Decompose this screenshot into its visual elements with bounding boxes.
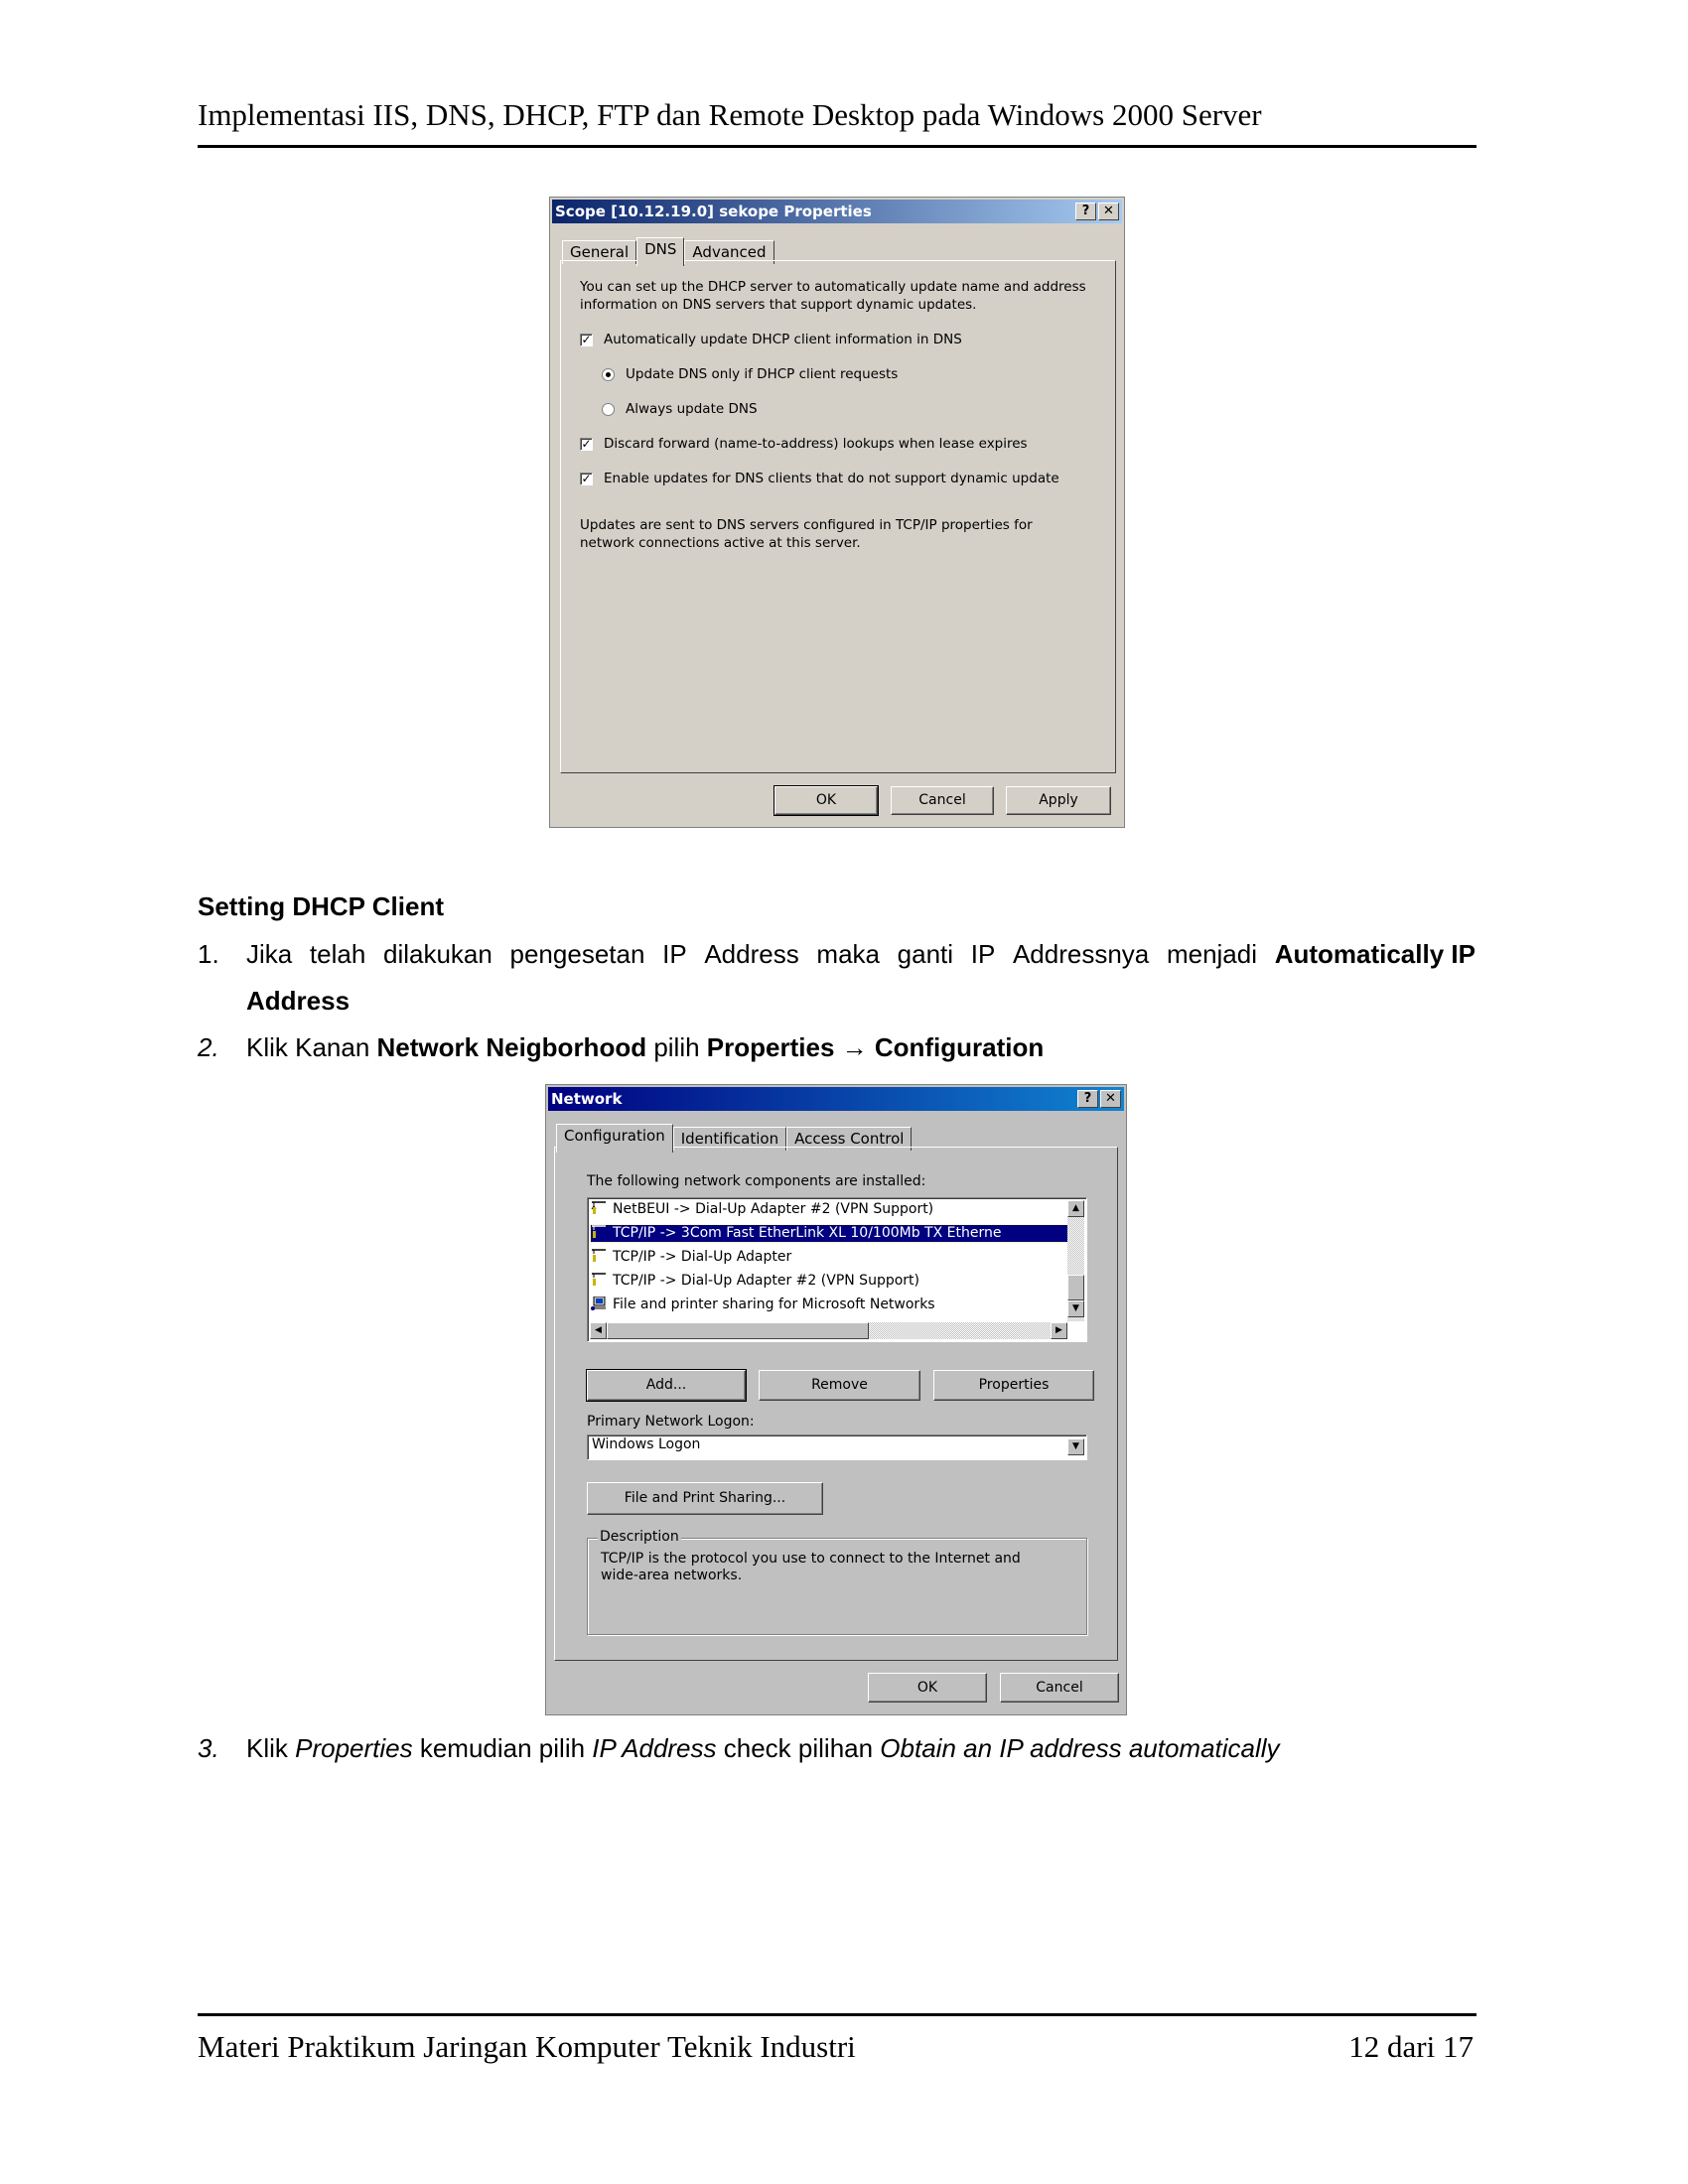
- network-protocol-icon: [591, 1249, 607, 1263]
- step-2-number: 2.: [198, 1032, 219, 1062]
- text: Klik: [246, 1733, 296, 1763]
- tab-identification[interactable]: Identification: [673, 1127, 786, 1151]
- step-1-line-1: [246, 939, 1476, 970]
- description-line-1: TCP/IP is the protocol you use to connect to the Internet and: [601, 1551, 1021, 1567]
- word: Jika: [246, 939, 293, 969]
- network-dialog-titlebar[interactable]: [548, 1087, 1124, 1111]
- network-protocol-icon: [591, 1273, 607, 1287]
- scroll-thumb[interactable]: [1067, 1275, 1084, 1300]
- text: Klik Kanan: [246, 1032, 377, 1062]
- list-item-label: TCP/IP -> Dial-Up Adapter: [613, 1249, 792, 1265]
- tab-access-control[interactable]: Access Control: [786, 1127, 912, 1151]
- properties-button[interactable]: Properties: [933, 1370, 1094, 1401]
- step-1-number: 1.: [198, 939, 219, 969]
- list-item[interactable]: [591, 1201, 933, 1218]
- italic-phrase: Properties: [295, 1733, 413, 1763]
- chevron-down-icon[interactable]: ▼: [1067, 1438, 1084, 1455]
- primary-logon-select[interactable]: [587, 1434, 1087, 1460]
- word: telah: [309, 939, 366, 969]
- list-item-label: TCP/IP -> Dial-Up Adapter #2 (VPN Support): [613, 1273, 919, 1289]
- add-button[interactable]: Add...: [587, 1370, 746, 1401]
- word: menjadi: [1166, 939, 1258, 969]
- close-icon[interactable]: ✕: [1100, 1090, 1121, 1108]
- scroll-left-icon[interactable]: ◀: [590, 1322, 607, 1339]
- header-rule: [198, 145, 1477, 148]
- word: Addressnya: [1012, 939, 1150, 969]
- help-icon[interactable]: ?: [1077, 1090, 1098, 1108]
- bold-phrase: Address: [246, 986, 351, 1016]
- network-dialog: [545, 1084, 1127, 1715]
- intro-line-1: You can set up the DHCP server to automatically update name and address: [580, 279, 1086, 295]
- page-header-title: Implementasi IIS, DNS, DHCP, FTP dan Remote Desktop pada Windows 2000 Server: [198, 97, 1262, 132]
- scroll-down-icon[interactable]: ▼: [1067, 1300, 1084, 1317]
- network-protocol-icon: [591, 1225, 607, 1239]
- list-item-selected[interactable]: [591, 1225, 1067, 1242]
- scope-properties-dialog: [549, 197, 1125, 828]
- tab-configuration[interactable]: Configuration: [556, 1124, 673, 1153]
- footer-rule: [198, 2013, 1477, 2016]
- radio-update-if-requested[interactable]: [602, 368, 615, 381]
- auto-update-label: Automatically update DHCP client information in DNS: [604, 332, 962, 347]
- network-protocol-icon: [591, 1201, 607, 1215]
- radio-always-update-label: Always update DNS: [626, 401, 758, 417]
- page-number: 12 dari 17: [1348, 2029, 1474, 2064]
- auto-update-checkbox[interactable]: ✓: [581, 333, 592, 346]
- text: kemudian pilih: [412, 1733, 593, 1763]
- cancel-button[interactable]: Cancel: [891, 786, 994, 815]
- configuration-tab-panel: [554, 1147, 1118, 1661]
- components-listbox[interactable]: [587, 1197, 1087, 1342]
- components-vertical-scrollbar[interactable]: [1067, 1200, 1084, 1321]
- step-3-text: [246, 1733, 1280, 1764]
- scroll-up-icon[interactable]: ▲: [1067, 1200, 1084, 1217]
- network-dialog-title: Network: [551, 1090, 623, 1108]
- file-print-sharing-button[interactable]: File and Print Sharing...: [587, 1482, 823, 1515]
- italic-phrase: Obtain an IP address automatically: [880, 1733, 1280, 1763]
- list-item[interactable]: [591, 1249, 791, 1266]
- tab-advanced[interactable]: Advanced: [684, 240, 774, 264]
- apply-button[interactable]: Apply: [1006, 786, 1111, 815]
- note-line-1: Updates are sent to DNS servers configured in TCP/IP properties for: [580, 517, 1033, 533]
- enable-nondynamic-label: Enable updates for DNS clients that do not support dynamic update: [604, 471, 1059, 486]
- primary-logon-label: Primary Network Logon:: [587, 1414, 755, 1430]
- list-item[interactable]: [591, 1297, 935, 1313]
- primary-logon-value: Windows Logon: [592, 1436, 701, 1452]
- intro-line-2: information on DNS servers that support dynamic updates.: [580, 297, 977, 313]
- word: maka: [816, 939, 880, 969]
- word: ganti: [897, 939, 954, 969]
- cancel-button[interactable]: Cancel: [1000, 1673, 1119, 1703]
- note-line-2: network connections active at this server.: [580, 535, 861, 551]
- tab-general[interactable]: General: [562, 240, 636, 264]
- list-item-label: File and printer sharing for Microsoft Networks: [613, 1297, 935, 1312]
- bold-phrase: Automatically IP: [1274, 939, 1476, 969]
- computer-sharing-icon: [591, 1297, 607, 1310]
- step-2-text: [246, 1032, 1044, 1063]
- ok-button[interactable]: OK: [868, 1673, 987, 1703]
- bold-phrase: Properties → Configuration: [706, 1032, 1045, 1062]
- text: pilih: [646, 1032, 707, 1062]
- discard-forward-label: Discard forward (name-to-address) lookups when lease expires: [604, 436, 1028, 452]
- word: Address: [704, 939, 799, 969]
- step-1-line-2: [246, 986, 350, 1017]
- description-line-2: wide-area networks.: [601, 1568, 743, 1583]
- bold-phrase: Network Neigborhood: [376, 1032, 647, 1062]
- description-label: Description: [600, 1529, 679, 1545]
- discard-forward-checkbox[interactable]: ✓: [581, 437, 592, 451]
- list-item-label: TCP/IP -> 3Com Fast EtherLink XL 10/100Mb TX Etherne: [613, 1225, 1002, 1241]
- radio-always-update[interactable]: [602, 403, 615, 416]
- ok-button[interactable]: OK: [774, 786, 878, 815]
- dns-tab-panel: [560, 260, 1116, 773]
- components-label: The following network components are installed:: [587, 1173, 926, 1189]
- text: check pilihan: [716, 1733, 881, 1763]
- remove-button[interactable]: Remove: [759, 1370, 920, 1401]
- section-heading: Setting DHCP Client: [198, 891, 444, 921]
- list-item[interactable]: [591, 1273, 919, 1290]
- step-3-number: 3.: [198, 1733, 219, 1763]
- footer-course-title: Materi Praktikum Jaringan Komputer Teknik Industri: [198, 2029, 856, 2064]
- list-item-label: NetBEUI -> Dial-Up Adapter #2 (VPN Support): [613, 1201, 934, 1217]
- word: IP: [662, 939, 687, 969]
- horizontal-scroll-thumb[interactable]: [607, 1322, 869, 1339]
- description-groupbox: [587, 1529, 1087, 1635]
- word: IP: [970, 939, 996, 969]
- italic-phrase: IP Address: [592, 1733, 717, 1763]
- word: pengesetan: [509, 939, 645, 969]
- enable-nondynamic-checkbox[interactable]: ✓: [581, 472, 592, 485]
- scroll-right-icon[interactable]: ▶: [1051, 1322, 1067, 1339]
- tab-dns[interactable]: DNS: [636, 237, 684, 266]
- help-icon[interactable]: ?: [1075, 203, 1096, 220]
- scope-dialog-titlebar[interactable]: [552, 200, 1122, 223]
- components-horizontal-scrollbar[interactable]: [590, 1322, 1067, 1339]
- radio-update-if-requested-label: Update DNS only if DHCP client requests: [626, 366, 899, 382]
- close-icon[interactable]: ✕: [1098, 203, 1119, 220]
- word: dilakukan: [382, 939, 492, 969]
- scope-dialog-title: Scope [10.12.19.0] sekope Properties: [555, 203, 872, 220]
